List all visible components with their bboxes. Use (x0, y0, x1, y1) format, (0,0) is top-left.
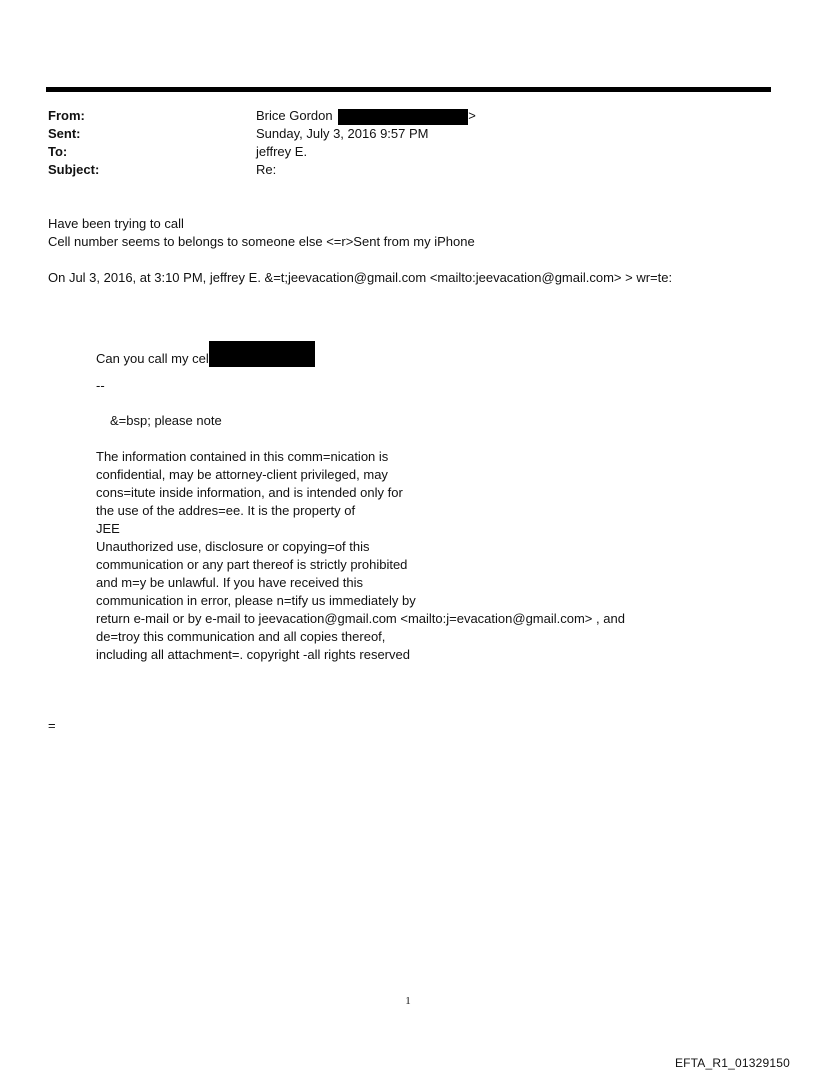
sent-label: Sent: (48, 126, 81, 141)
disclaimer-line: the use of the addres=ee. It is the property of (96, 503, 356, 518)
disclaimer-line: The information contained in this comm=nication is (96, 449, 389, 464)
to-label: To: (48, 144, 68, 159)
from-label: From: (48, 108, 85, 123)
signature-dashes: -- (96, 378, 105, 393)
disclaimer-line: confidential, may be attorney-client privileged, may (96, 467, 388, 482)
body-line: Have been trying to call (48, 216, 184, 231)
disclaimer-line: return e-mail or by e-mail to jeevacation@gmail.com <mailto:j=evacation@gmail.com> , and (96, 611, 625, 626)
call-text: Can you call my cel (96, 351, 209, 366)
document-id: EFTA_R1_01329150 (674, 1056, 790, 1070)
redaction-box (209, 341, 315, 367)
body-line: Cell number seems to belongs to someone else <=r>Sent from my iPhone (48, 234, 475, 249)
from-name: Brice Gordon (256, 108, 333, 123)
disclaimer-line: and m=y be unlawful. If you have received this (96, 575, 364, 590)
from-suffix: > (468, 108, 476, 123)
sent-value: Sunday, July 3, 2016 9:57 PM (256, 126, 429, 141)
quoted-call-line (96, 341, 315, 368)
disclaimer-line: de=troy this communication and all copies thereof, (96, 629, 386, 644)
disclaimer-line: JEE (96, 521, 120, 536)
to-value: jeffrey E. (256, 144, 308, 159)
quote-intro: On Jul 3, 2016, at 3:10 PM, jeffrey E. &=t;jeevacation@gmail.com <mailto:jeevacation@gmail.com> > wr=te: (48, 270, 673, 285)
disclaimer-line: communication or any part thereof is strictly prohibited (96, 557, 408, 572)
disclaimer-line: including all attachment=. copyright -all rights reserved (96, 647, 410, 662)
disclaimer-line: cons=itute inside information, and is intended only for (96, 485, 403, 500)
nbsp-line: &=bsp; please note (110, 413, 222, 428)
trailing-equals: = (48, 718, 56, 733)
subject-value: Re: (256, 162, 277, 177)
disclaimer-line: communication in error, please n=tify us immediately by (96, 593, 416, 608)
from-value (256, 107, 476, 125)
subject-label: Subject: (48, 162, 100, 177)
redaction-box (338, 109, 468, 125)
header-divider (46, 87, 771, 92)
disclaimer-line: Unauthorized use, disclosure or copying=of this (96, 539, 370, 554)
page-number: 1 (405, 995, 411, 1007)
